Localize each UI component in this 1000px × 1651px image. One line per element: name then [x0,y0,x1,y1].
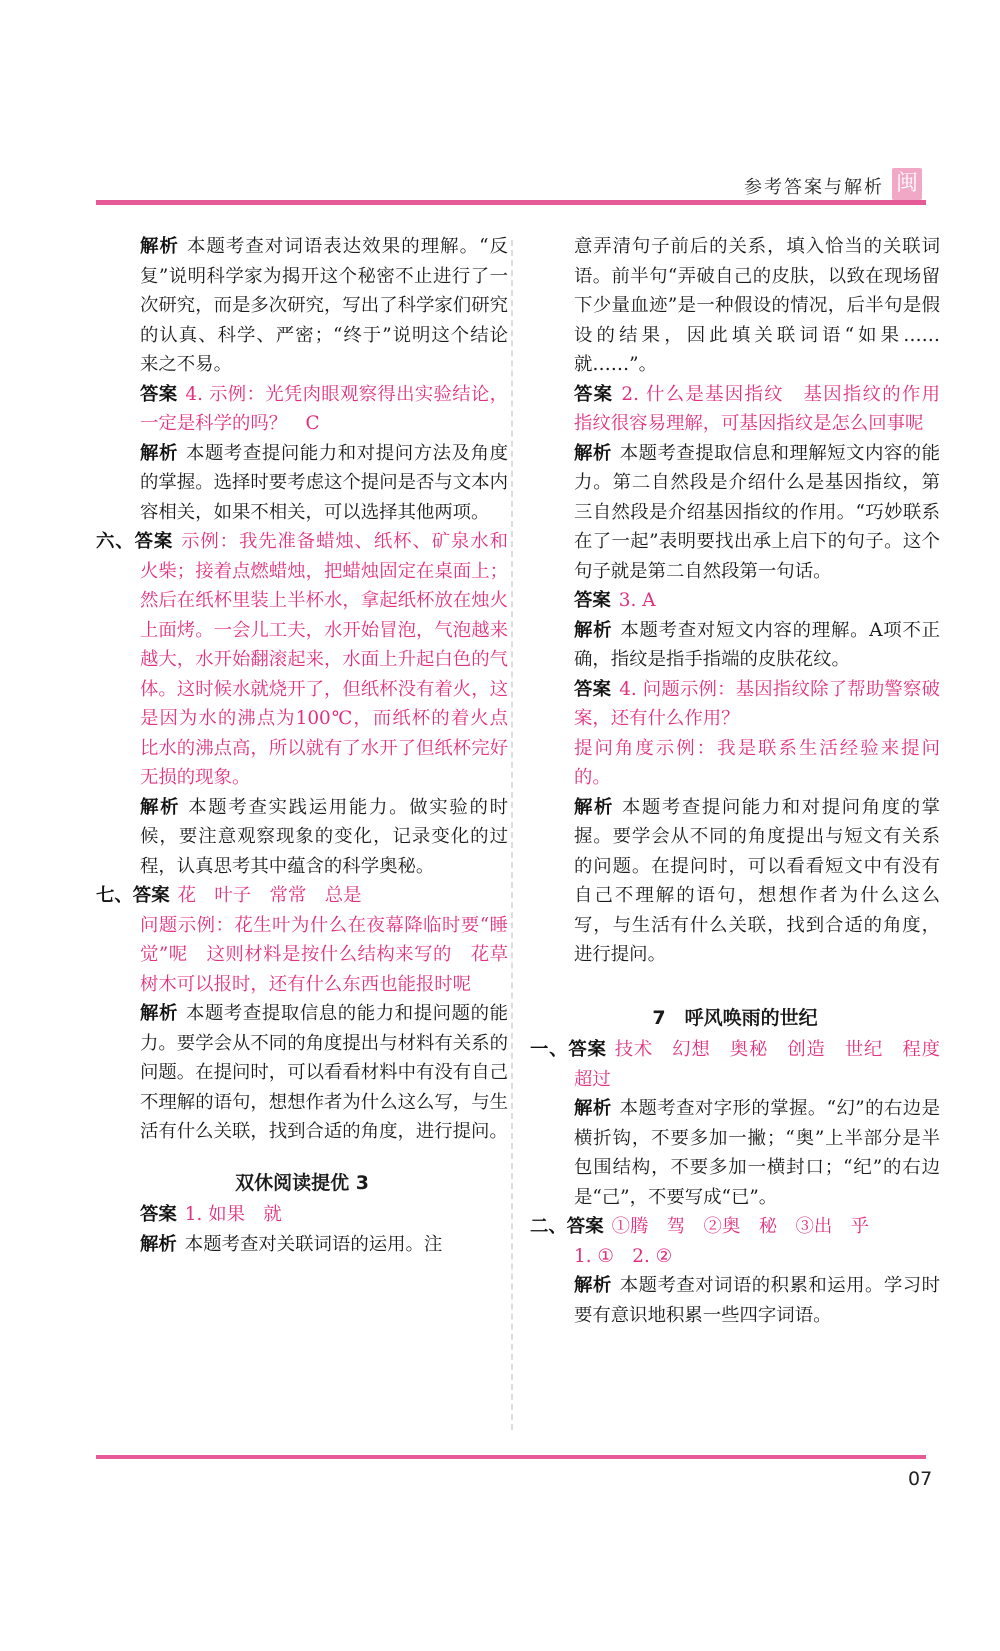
answer-text: 花 叶子 常常 总是 [177,885,362,906]
analysis-continuation: 意弄清句子前后的关系，填入恰当的关联词语。前半句“弄破自己的皮肤，以致在现场留下少量血迹”是一种假设的情况，后半句是假设的结果，因此填关联词语“如果……就……”。 [574,236,940,375]
question-number: 二、 [530,1216,567,1237]
answer-text: 4. 问题示例：基因指纹除了帮助警察破案，还有什么作用？ [574,678,940,729]
analysis-paragraph [530,793,940,970]
analysis-paragraph [530,616,940,675]
answer-label: 答案 [140,383,178,405]
analysis-label: 解析 [140,796,181,818]
header-badge: 闽 [892,168,922,200]
analysis-paragraph [96,1230,508,1260]
answer-label: 答案 [574,383,614,405]
answer-text: 4. 示例：光凭肉眼观察得出实验结论，一定是科学的吗？ C [140,383,508,434]
header-title: 参考答案与解析 [744,177,884,198]
analysis-text: 本题考查对关联词语的运用。注 [184,1233,443,1255]
analysis-text: 本题考查对字形的掌握。“幻”的右边是横折钩，不要多加一撇；“奥”上半部分是半包围结构，不要多加一横封口；“纪”的右边是“己”，不要写成“已”。 [574,1098,940,1208]
section-title: 7 呼风唤雨的世纪 [652,1006,818,1029]
section-title: 双休阅读提优 3 [235,1171,369,1194]
analysis-label: 解析 [574,796,614,818]
analysis-text: 本题考查提取信息和理解短文内容的能力。第二自然段是介绍什么是基因指纹，第三自然段是介绍基因指纹的作用。“巧妙联系在了一起”表明要找出承上启下的句子。这个句子就是第二自然段第一句话。 [574,442,940,582]
answer-text: 示例：我先准备蜡烛、纸杯、矿泉水和火柴；接着点燃蜡烛，把蜡烛固定在桌面上；然后在纸杯里装上半杯水，拿起纸杯放在烛火上面烤。一会儿工夫，水开始冒泡，气泡越来越大，水开始翻滚起来，水面上升起白色的气体。这时候水就烧开了，但纸杯没有着火，这是因为水的沸点为100℃，而纸杯的着火点比水的沸点高，所以就有了水开了但纸杯完好无损的现象。 [140,531,508,788]
column-divider [511,240,513,1430]
answer-label: 答案 [566,1216,604,1237]
question-number: 七、 [96,885,133,906]
question-number: 六、 [96,531,135,552]
answer-text: 1. ① 2. ② [574,1245,673,1267]
answer-text: 提问角度示例：我是联系生活经验来提问的。 [574,737,940,788]
answer-text: 1. 如果 就 [184,1204,282,1225]
question-1-answer [530,1035,959,1094]
answer-text: 2. 什么是基因指纹 基因指纹的作用 指纹很容易理解，可基因指纹是怎么回事呢 [574,383,959,434]
answer-paragraph [96,380,508,439]
analysis-label: 解析 [140,442,178,464]
answer-label: 答案 [132,885,170,906]
right-column [530,232,959,1330]
analysis-text: 本题考查提问能力和对提问方法及角度的掌握。选择时要考虑这个提问是否与文本内容相关，如果不相关，可以选择其他两项。 [140,442,508,523]
analysis-paragraph [96,793,508,882]
analysis-paragraph [530,1271,940,1330]
analysis-paragraph [530,1094,940,1212]
analysis-paragraph [96,999,508,1147]
answer-label: 答案 [568,1039,607,1060]
analysis-text: 本题考查提问能力和对提问角度的掌握。要学会从不同的角度提出与短文有关系的问题。在提问时，可以看看短文中有没有自己不理解的语句，想想作者为什么这么写，与生活有什么关联，找到合适的角度，进行提问。 [574,796,940,965]
analysis-text: 本题考查实践运用能力。做实验的时候，要注意观察现象的变化，记录变化的过程，认真思考其中蕴含的科学奥秘。 [140,796,508,877]
left-column [96,232,508,1259]
analysis-label: 解析 [574,1275,612,1296]
answer-text: 技术 幻想 奥秘 创造 世纪 程度 超过 [574,1039,959,1090]
answer-text: 问题示例：花生叶为什么在夜幕降临时要“睡觉”呢 这则材料是按什么结构来写的 花草树木可以报时，还有什么东西也能报时呢 [140,914,508,995]
answer-label: 答案 [574,590,611,611]
analysis-paragraph [530,439,940,587]
footer-rule [96,1455,926,1459]
analysis-label: 解析 [140,236,179,257]
page-number: 07 [908,1468,933,1490]
answer-text: 3. A [618,590,656,611]
answer-paragraph [96,1200,508,1230]
analysis-paragraph [96,439,508,528]
answer-label: 答案 [574,678,612,700]
analysis-paragraph [96,232,508,380]
question-number: 一、 [530,1039,569,1060]
analysis-label: 解析 [140,1233,177,1255]
header-rule [96,200,926,205]
answer-paragraph [530,380,959,439]
analysis-label: 解析 [574,1098,612,1119]
answer-text: ①腾 驾 ②奥 秘 ③出 乎 [611,1216,870,1237]
question-6-answer [96,527,508,793]
answer-label: 答案 [134,531,174,552]
question-2-answer [530,1212,940,1242]
answer-label: 答案 [140,1204,177,1225]
analysis-text: 本题考查对词语的积累和运用。学习时要有意识地积累一些四字词语。 [574,1275,940,1326]
analysis-label: 解析 [574,442,612,464]
analysis-text: 本题考查对词语表达效果的理解。“反复”说明科学家为揭开这个秘密不止进行了一次研究，而是多次研究，写出了科学家们研究的认真、科学、严密；“终于”说明这个结论来之不易。 [140,236,508,375]
analysis-label: 解析 [140,1003,178,1024]
answer-paragraph [530,675,940,734]
analysis-text: 本题考查提取信息的能力和提问题的能力。要学会从不同的角度提出与材料有关系的问题。在提问时，可以看看材料中有没有自己不理解的语句，想想作者为什么这么写，与生活有什么关联，找到合适的角度，进行提问。 [140,1003,508,1142]
answer-paragraph [530,586,940,616]
analysis-label: 解析 [574,619,613,641]
question-7-answer [96,881,508,911]
analysis-text: 本题考查对短文内容的理解。A项不正确，指纹是指手指端的皮肤花纹。 [574,619,940,670]
